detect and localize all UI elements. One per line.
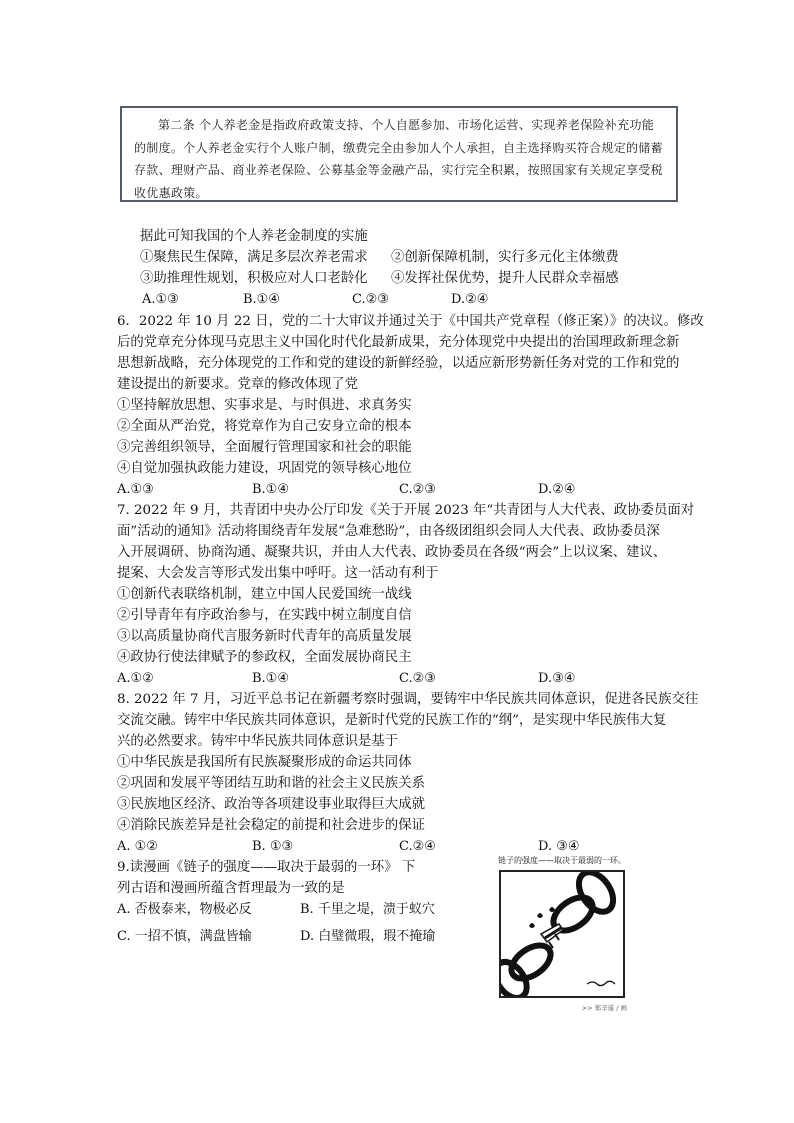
q5-option-a[interactable]: A.①③ (142, 292, 179, 307)
q9-option-c[interactable]: C. 一招不慎，满盘皆输 (117, 929, 252, 944)
q8-statement-2: ②巩固和发展平等团结互助和谐的社会主义民族关系 (117, 776, 425, 791)
q7-stem-line-1: 7. 2022 年 9 月，共青团中央办公厅印发《关于开展 2023 年“共青团与人大代表、政协委员面对 (117, 503, 695, 518)
q5-stem: 据此可知我国的个人养老金制度的实施 (140, 229, 368, 244)
q9-option-b[interactable]: B. 千里之堤，溃于蚁穴 (300, 902, 435, 917)
article-quote-text: 第二条 个人养老金是指政府政策支持、个人自愿参加、市场化运营、实现养老保险补充功能的制度。个人养老金实行个人账户制，缴费完全由参加人个人承担，自主选择购买符合规定的储蓄存款、理财产品、商业养老保险、公募基金等金融产品，实行完全积累，按照国家有关规定享受税收优惠政策。 (134, 118, 663, 200)
q6-statement-2: ②全面从严治党，将党章作为自己安身立命的根本 (117, 419, 412, 434)
q6-statement-1: ①坚持解放思想、实事求是、与时俱进、求真务实 (117, 398, 412, 413)
q7-statement-4: ④政协行使法律赋予的参政权，全面发展协商民主 (117, 650, 412, 665)
q7-option-a[interactable]: A.①② (117, 671, 154, 686)
q6-stem-line-3: 思想新战略，充分体现党的工作和党的建设的新鲜经验，以适应新形势新任务对党的工作和党的 (117, 356, 680, 371)
q8-stem-line-3: 兴的必然要求。铸牢中华民族共同体意识是基于 (117, 734, 399, 749)
q9-option-d[interactable]: D. 白璧微瑕，瑕不掩瑜 (300, 929, 436, 944)
q9-stem-line-1: 9.读漫画《链子的强度——取决于最弱的一环》 下 (117, 860, 416, 875)
cartoon-title: 链子的强度——取决于最弱的一环。 (498, 856, 626, 865)
q5-statement-1: ①聚焦民生保障，满足多层次养老需求 (140, 250, 368, 265)
q6-stem-line-1: 6．2022 年 10 月 22 日，党的二十大审议并通过关于《中国共产党章程（修正案）》的决议。修改 (117, 314, 704, 329)
q6-option-b[interactable]: B.①④ (252, 482, 289, 497)
cartoon-frame (499, 870, 625, 998)
q6-option-d[interactable]: D.②④ (538, 482, 576, 497)
q6-option-a[interactable]: A.①③ (117, 482, 154, 497)
q8-stem-line-1: 8. 2022 年 7 月，习近平总书记在新疆考察时强调，要铸牢中华民族共同体意识，促进各民族交往 (117, 692, 699, 707)
q5-option-b[interactable]: B.①④ (243, 292, 280, 307)
q6-stem-line-2: 后的党章充分体现马克思主义中国化时代化最新成果，充分体现党中央提出的治国理政新理念新 (117, 335, 680, 350)
q5-statement-2: ②创新保障机制，实行多元化主体缴费 (391, 250, 619, 265)
q7-option-b[interactable]: B.①④ (252, 671, 289, 686)
article-quote-box (120, 106, 678, 202)
q7-stem-line-4: 提案、大会发言等形式发出集中呼吁。这一活动有利于 (117, 566, 439, 581)
q6-stem-line-4: 建设提出的新要求。党章的修改体现了党 (117, 377, 359, 392)
q7-statement-2: ②引导青年有序政治参与，在实践中树立制度自信 (117, 608, 412, 623)
q8-option-d[interactable]: D. ③④ (538, 839, 580, 854)
q5-option-c[interactable]: C.②③ (352, 292, 389, 307)
q8-statement-4: ④消除民族差异是社会稳定的前提和社会进步的保证 (117, 818, 425, 833)
q7-stem-line-2: 面”活动的通知》活动将围绕青年发展“急难愁盼”，由各级团组织会同人大代表、政协委员深 (117, 524, 660, 539)
chain-cartoon (493, 855, 631, 1015)
cartoon-credit: >> 郑辛遥 / 画 (581, 1004, 627, 1012)
q6-option-c[interactable]: C.②③ (399, 482, 436, 497)
q5-statement-3: ③助推理性规划，积极应对人口老龄化 (140, 271, 368, 286)
q9-option-a[interactable]: A. 否极泰来，物极必反 (117, 902, 252, 917)
q8-stem-line-2: 交流交融。铸牢中华民族共同体意识，是新时代党的民族工作的“纲”，是实现中华民族伟大复 (117, 713, 667, 728)
q8-statement-3: ③民族地区经济、政治等各项建设事业取得巨大成就 (117, 797, 425, 812)
q8-option-c[interactable]: C.②④ (399, 839, 436, 854)
q5-option-d[interactable]: D.②④ (451, 292, 489, 307)
chain-drawing (501, 872, 623, 996)
artist-signature (587, 981, 615, 985)
q6-statement-3: ③完善组织领导，全面履行管理国家和社会的职能 (117, 440, 412, 455)
q7-statement-1: ①创新代表联络机制，建立中国人民爱国统一战线 (117, 587, 412, 602)
q7-option-d[interactable]: D.③④ (538, 671, 576, 686)
q6-statement-4: ④自觉加强执政能力建设，巩固党的领导核心地位 (117, 461, 412, 476)
q8-option-b[interactable]: B. ①③ (252, 839, 294, 854)
q7-statement-3: ③以高质量协商代言服务新时代青年的高质量发展 (117, 629, 412, 644)
q8-option-a[interactable]: A. ①② (117, 839, 158, 854)
q7-stem-line-3: 入开展调研、协商沟通、凝聚共识，并由人大代表、政协委员在各级“两会”上以议案、建议、 (117, 545, 667, 560)
q9-stem-line-2: 列古语和漫画所蕴含哲理最为一致的是 (117, 881, 345, 896)
q8-statement-1: ①中华民族是我国所有民族凝聚形成的命运共同体 (117, 755, 412, 770)
q7-option-c[interactable]: C.②③ (399, 671, 436, 686)
q5-statement-4: ④发挥社保优势，提升人民群众幸福感 (391, 271, 619, 286)
